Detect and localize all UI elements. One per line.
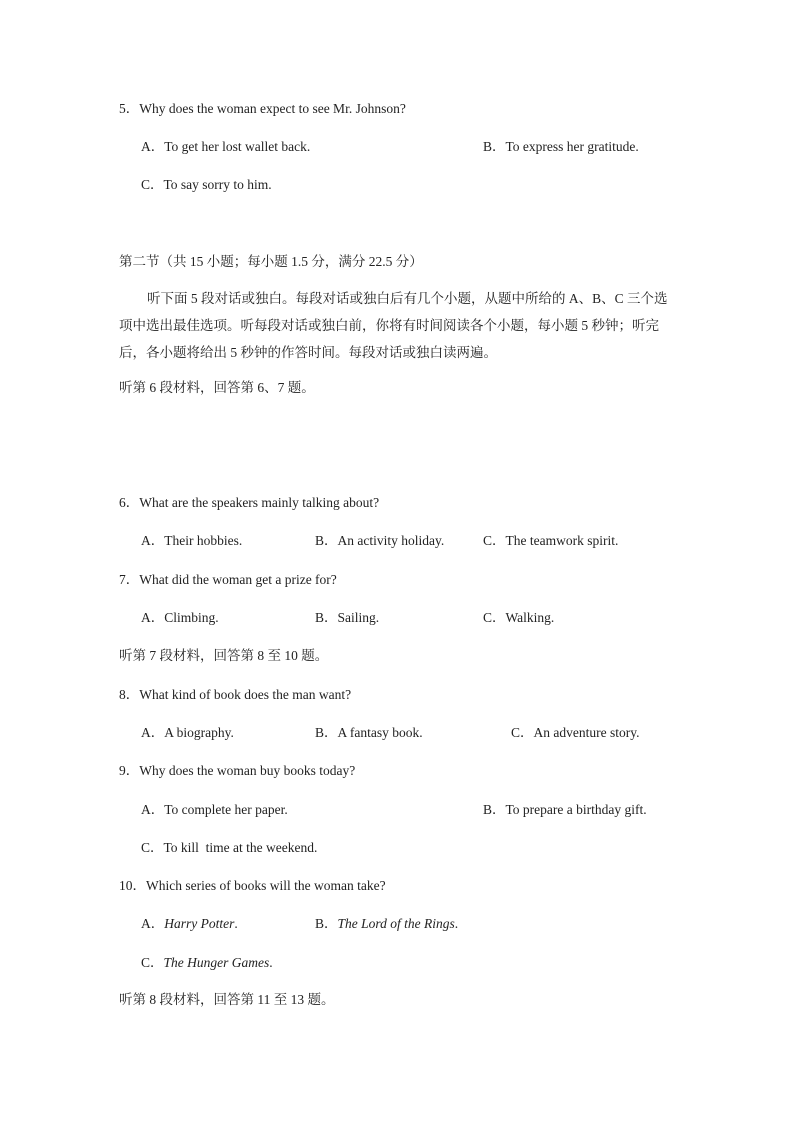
question-7-option-b: B．Sailing. xyxy=(315,610,380,625)
question-10-option-c xyxy=(141,954,273,972)
question-6-option-c: C．The teamwork spirit. xyxy=(483,533,619,548)
question-8-stem: 8．What kind of book does the man want? xyxy=(119,687,352,702)
question-7-stem: 7．What did the woman get a prize for? xyxy=(119,572,337,587)
section-2-instructions xyxy=(119,285,679,366)
option-a-letter: A． xyxy=(141,916,165,931)
option-a-title: Harry Potter xyxy=(164,916,235,931)
question-6-option-b: B．An activity holiday. xyxy=(315,533,445,548)
question-7-option-c: C．Walking. xyxy=(483,610,555,625)
question-8-option-a: A．A biography. xyxy=(141,725,234,740)
listen-passage-7-note: 听第 7 段材料，回答第 8 至 10 题。 xyxy=(119,648,329,663)
question-8-option-b: B．A fantasy book. xyxy=(315,725,423,740)
question-6-option-a: A．Their hobbies. xyxy=(141,533,243,548)
listen-passage-8-note: 听第 8 段材料，回答第 11 至 13 题。 xyxy=(119,992,335,1007)
option-c-letter: C． xyxy=(141,955,164,970)
section-2-heading: 第二节（共 15 小题；每小题 1.5 分，满分 22.5 分） xyxy=(119,254,423,269)
question-5-option-c: C．To say sorry to him. xyxy=(141,177,272,192)
option-a-end: . xyxy=(234,916,238,931)
question-5-option-a: A．To get her lost wallet back. xyxy=(141,139,311,154)
question-6-stem: 6．What are the speakers mainly talking about? xyxy=(119,495,380,510)
question-5-stem: 5．Why does the woman expect to see Mr. Johnson? xyxy=(119,101,406,116)
question-7-option-a: A．Climbing. xyxy=(141,610,219,625)
listen-passage-6-note: 听第 6 段材料，回答第 6、7 题。 xyxy=(119,380,315,395)
option-c-title: The Hunger Games xyxy=(163,955,270,970)
option-b-letter: B． xyxy=(315,916,338,931)
option-c-end: . xyxy=(269,955,273,970)
section-2-instructions-text: 听下面 5 段对话或独白。每段对话或独白后有几个小题，从题中所给的 A、B、C 三个选项中选出最佳选项。听每段对话或独白前，你将有时间阅读各个小题，每小题 5 秒钟；听完后，各小题将给出 5 秒钟的作答时间。每段对话或独白读两遍。 xyxy=(119,291,668,360)
question-9-option-c: C．To kill time at the weekend. xyxy=(141,840,318,855)
question-10-option-a xyxy=(141,915,238,933)
question-9-option-a: A．To complete her paper. xyxy=(141,802,288,817)
option-b-end: . xyxy=(454,916,459,931)
question-10-option-b xyxy=(315,915,458,933)
question-8-option-c: C．An adventure story. xyxy=(511,725,640,740)
question-9-option-b: B．To prepare a birthday gift. xyxy=(483,802,647,817)
option-b-title: The Lord of the Rings xyxy=(337,916,455,931)
question-9-stem: 9．Why does the woman buy books today? xyxy=(119,763,356,778)
question-10-stem: 10．Which series of books will the woman take? xyxy=(119,878,386,893)
question-5-option-b: B．To express her gratitude. xyxy=(483,139,639,154)
